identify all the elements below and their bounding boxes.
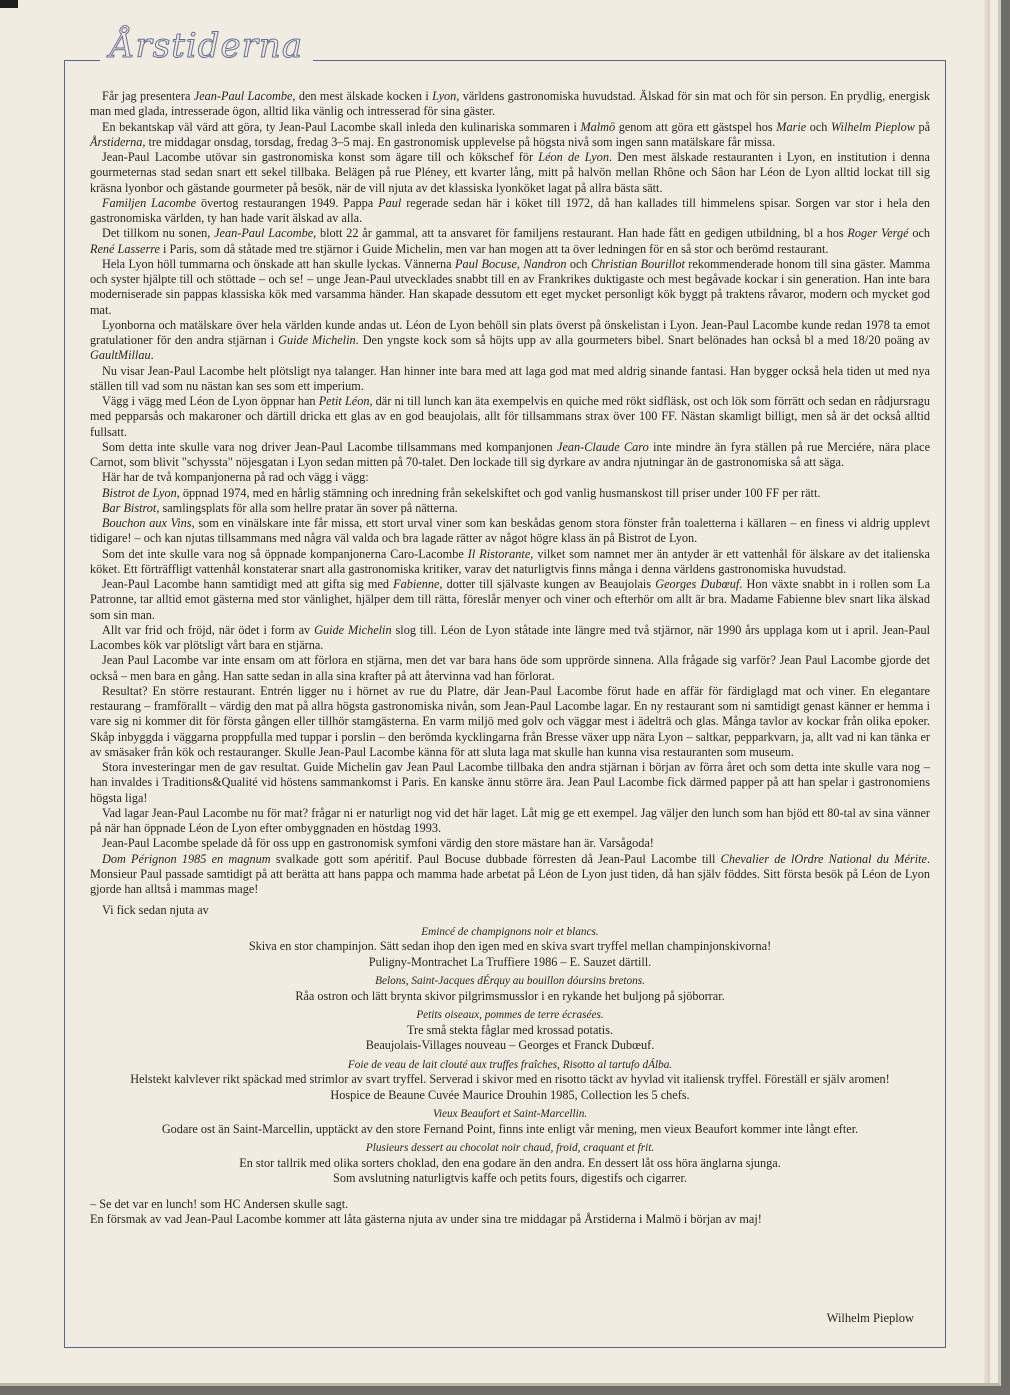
paragraph-text: , samlingsplats för alla som hellre pratar än sover på nätterna.: [156, 500, 458, 515]
closing-line-2: En försmak av vad Jean-Paul Lacombe kommer att låta gästerna njuta av under sina tre middagar på Årstiderna i Malmö i början av maj!: [90, 1211, 762, 1226]
paragraph-text: inte mindre än fyra ställen på rue Merciére, nära place Carnot, som blivit "schyssta" nöjesgatan i Lyon sedan mitten på 70-talet. Den lockade till sig dyrkare av andra njutningar än de gastronomiska så att säga.: [90, 439, 931, 469]
paragraph-text: i Paris, som då ståtade med tre stjärnor i Guide Michelin, men var han mogen att ta över ledningen för en så stor och berömd restaurant.: [159, 241, 829, 256]
article-paragraphs: [90, 89, 930, 897]
paragraph-emphasis: Paul: [378, 195, 402, 210]
paragraph-emphasis: Bistrot de Lyon: [102, 485, 177, 500]
paragraph-emphasis: Chevalier de lOrdre National du Mérite: [720, 851, 927, 866]
paragraph-text: ,: [516, 256, 524, 271]
paragraph-text: Vägg i vägg med Léon de Lyon öppnar han: [102, 394, 319, 408]
paragraph-text: Lyonborna och matälskare över hela världen kunde andas ut. Léon de Lyon behöll sin plats överst på önskelistan i Lyon. Jean-Paul Lacombe kunde redan 1978 ta emot gratulationer för den andra stjärnan i: [90, 317, 930, 347]
paragraph-text: och: [566, 256, 591, 271]
paragraph: [90, 470, 930, 485]
paragraph-text: . Den mest älskade restauranten i Lyon, en institution i denna gourmeternas stad sedan snart ett sekel tillbaka. Belägen på rue Pléney, ett kvarter lång, mitt på halvön mellan Rhône och Sâon har Léon de Lyon alltid lockat till sig kräsna lyonbor och gästande gourmeter på besök, när de vill njuta av det klassiska lyonköket lagat på allra bästa sätt.: [90, 150, 930, 195]
menu-dish-title: Foie de veau de lait clouté aux truffes fraîches, Risotto al tartufo dÁlba.: [347, 1058, 673, 1071]
paragraph-text: Hela Lyon höll tummarna och önskade att han skulle lyckas. Vännerna: [102, 256, 456, 271]
paragraph: [90, 836, 930, 851]
menu: [90, 925, 930, 1187]
paragraph: [90, 760, 930, 806]
paragraph-emphasis: Bar Bistrot: [102, 500, 157, 515]
paragraph-emphasis: Wilhelm Pieplow: [831, 119, 915, 134]
paragraph-text: , öppnad 1974, med en hårlig stämning och inredning från sekelskiftet och god vanlig husmanskost till priser under 100 FF per rätt.: [176, 485, 821, 500]
paragraph-text: . Monsieur Paul passade samtidigt på att berätta att hans pappa och mamma hade arbetat på Léon de Lyon just tiden, då han själv föddes. Sitt första besök på Léon de Lyon gjorde han alltså i mammas mage!: [90, 851, 930, 896]
menu-dish-description: Råa ostron och lätt brynta skivor pilgrimsmusslor i en rykande het buljong på sjöborrar.: [295, 988, 725, 1003]
menu-dish-title: Plusieurs dessert au chocolat noir chaud, froid, craquant et frit.: [365, 1142, 655, 1154]
paragraph-text: Stora investeringar men de gav resultat. Guide Michelin gav Jean Paul Lacombe tillbaka den andra stjärnan i början av förra året och som detta inte skulle vara nog – han invaldes i Traditions&Qualité vid höstens sammankomst i Paris. En kanske ännu större ära. Jean Paul Lacombe fick därmed papper på att han spelar i gastronomiens högsta liga!: [90, 760, 930, 805]
closing: [90, 1197, 930, 1228]
paragraph-emphasis: Jean-Paul Lacombe: [214, 226, 314, 241]
paragraph-emphasis: Petit Léon: [318, 394, 370, 408]
menu-intro: Vi fick sedan njuta av: [102, 903, 209, 918]
menu-dish-description: Beaujolais-Villages nouveau – Georges et Franck Dubœuf.: [365, 1038, 655, 1052]
menu-dish-description: En stor tallrik med olika sorters choklad, den ena godare än den andra. En dessert låt oss höra änglarna sjunga.: [239, 1155, 781, 1170]
paragraph-text: . Hon växte snabbt in i rollen som La Patronne, tar alltid emot gästerna med stor vänlighet, hjälper dem till rätta, föreslår menyer och viner och efterhör om allt är bra. Madame Fabienne blev snart lika älskad som sin man.: [90, 577, 931, 622]
menu-dish-description: Tre små stekta fåglar med krossad potatis.: [406, 1022, 614, 1037]
paragraph: [90, 150, 930, 196]
paragraph-text: Här har de två kompanjonerna på rad och vägg i vägg:: [102, 470, 369, 485]
paragraph-text: , världens gastronomiska huvudstad. Älskad för sin mat och för sin person. En prydlig, energisk man med glada, intresserade ögon, alltid lika vänlig och intresserad för sina gäster.: [90, 89, 931, 119]
paragraph: [90, 196, 930, 227]
paragraph-emphasis: Léon de Lyon: [538, 150, 609, 164]
paragraph-emphasis: Marie: [776, 119, 807, 134]
paragraph-text: , som en vinälskare inte får missa, ett stort urval viner som kan beskådas genom stora fönster från toaletterna i källaren – en finess vi aldrig upplevt tidigare! – och kan njutas tillsammans med några väl valda och bra lagade rätter av något högre klass än på Bistrot de Lyon.: [90, 516, 930, 546]
paragraph-text: övertog restaurangen 1949. Pappa: [196, 195, 379, 210]
paragraph-text: Det tillkom nu sonen,: [102, 226, 215, 241]
paragraph-text: Nu visar Jean-Paul Lacombe helt plötsligt nya talanger. Han hinner inte bara med att laga god mat med aldrig sinande fantasi. Han bygger också hela tiden ut med nya ställen till vad som nu nästan kan ses som ett imperium.: [90, 363, 930, 393]
paragraph: [90, 577, 930, 623]
paragraph-text: på: [914, 119, 931, 134]
paragraph-text: , blott 22 år gammal, att ta ansvaret för familjens restaurant. Han hade fått en gedigen utbildning, bl a hos: [313, 226, 848, 241]
paragraph-text: rekommenderade honom till sina gäster. Mamma och syster hjälpte till och stöttade – och se! – unge Jean-Paul utvecklades snabbt till en av Frankrikes duktigaste och mest begåvade kockar i sin generation. Han inte bara moderniserade sin pappas klassiska kök med varsamma händer. Han skapade dessutom ett eget mycket personligt kök byggt på traktens råvaror, modern och mycket god mat.: [90, 256, 931, 317]
closing-line-1: – Se det var en lunch! som HC Andersen skulle sagt.: [90, 1196, 349, 1211]
paragraph-emphasis: René Lasserre: [90, 241, 160, 256]
paragraph-emphasis: Lyon: [432, 89, 457, 103]
paragraph: [90, 806, 930, 837]
paragraph-emphasis: Årstiderna: [90, 134, 143, 149]
menu-dish-description: Som avslutning naturligtvis kaffe och petits fours, digestifs och cigarrer.: [333, 1171, 687, 1185]
paragraph-emphasis: Guide Michelin: [278, 333, 356, 347]
paragraph-emphasis: Bouchon aux Vins: [102, 516, 192, 530]
paragraph-text: regerade sedan här i köket till 1972, då han kallades till himmelens spisar. Sorgen var stor i hela den gastronomiska världen, ty han hade varit älskad av alla.: [90, 195, 931, 225]
paragraph-text: Som detta inte skulle vara nog driver Jean-Paul Lacombe tillsammans med kompanjonen: [102, 439, 558, 454]
paragraph: [90, 684, 930, 760]
page-title: Årstiderna: [100, 26, 313, 66]
paragraph-emphasis: Il Ristorante: [467, 546, 531, 561]
menu-dish-title: Emincé de champignons noir et blancs.: [421, 925, 599, 938]
paragraph: [90, 486, 930, 501]
paragraph: [90, 547, 930, 578]
menu-dish-title: Vieux Beaufort et Saint-Marcellin.: [432, 1108, 588, 1120]
paragraph: [90, 120, 930, 151]
paragraph: [90, 516, 930, 547]
paragraph-text: Jean Paul Lacombe var inte ensam om att förlora en stjärna, men det var bara hans öde som upprörde sinnena. Alla frågade sig varför? Jean Paul Lacombe gjorde det också – men bara en gång. Han satte sedan in alla sina krafter på att återvinna vad han förlorat.: [90, 653, 930, 683]
menu-dish-description: Godare ost än Saint-Marcellin, upptäckt av den store Fernand Point, finns inte enligt vår mening, men vieux Beaufort kommer inte långt efter.: [161, 1121, 859, 1136]
paragraph-text: Jean-Paul Lacombe utövar sin gastronomiska konst som ägare till och kökschef för: [102, 150, 539, 164]
paragraph-emphasis: Familjen Lacombe: [102, 195, 197, 210]
paragraph-text: .: [150, 348, 154, 363]
paragraph-emphasis: Dom Pérignon 1985 en magnum: [102, 851, 271, 866]
paragraph: [90, 852, 930, 898]
paragraph: [90, 501, 930, 516]
sheet-edge: [984, 0, 990, 1383]
paragraph-text: svalkade gott som apéritif. Paul Bocuse dubbade förresten då Jean-Paul Lacombe till: [270, 851, 721, 866]
menu-dish-description: Puligny-Montrachet La Truffiere 1986 – E. Sauzet därtill.: [368, 954, 652, 969]
paragraph: [90, 318, 930, 364]
paragraph-emphasis: Jean-Paul Lacombe: [193, 89, 293, 103]
paragraph-text: , den mest älskade kocken i: [292, 89, 433, 103]
menu-dish-description: Hospice de Beaune Cuvée Maurice Drouhin 1985, Collection les 5 chefs.: [330, 1087, 690, 1102]
menu-dish-title: Belons, Saint-Jacques dÉrquy au bouillon dóursins bretons.: [375, 975, 645, 987]
paragraph-text: Resultat? En större restaurant. Entrén ligger nu i hörnet av rue du Platre, där Jean-Paul Lacombe förut hade en affär för färdiglagd mat och viner. En elegantare restaurang – framförallt – värdig den mat på allra högsta gastronomiska nivån, som Jean-Paul Lacombe lagar. En ny restaurant som ni samtidigt genast känner er hemma i vare sig ni kommer dit för första gången eller tillhör stamgästerna. En varm miljö med golv och väggar mest i ädelträ och glas. Många tavlor av kockar från olika epoker. Skåp inbyggda i väggarna proppfulla med tuppar i porslin – den berömda kycklingarna från Bresse växer upp nära Lyon – saltkar, pepparkvarn, ja, allt vad ni kan tänka er av smäsaker från kök och restauranger. Skulle Jean-Paul Lacombe känna för att sluta laga mat skulle han kunna visa restauranten som museum.: [90, 683, 930, 759]
menu-dish-title: Petits oiseaux, pommes de terre écrasées.: [416, 1009, 604, 1021]
paragraph-text: , vilket som namnet mer än antyder är ett vattenhål för älskare av det italienska köket. Ett förträffligt vattenhål konstaterar snart alla gastronomiska kritiker, varav det naturligtvis finns många i denna världens gastronomiska huvudstad.: [90, 546, 930, 576]
paragraph: [90, 623, 930, 654]
paragraph-text: Jean-Paul Lacombe hann samtidigt med att gifta sig med: [102, 577, 394, 591]
paragraph-text: Vad lagar Jean-Paul Lacombe nu för mat? frågar ni er naturligt nog vid det här laget. Låt mig ge ett exempel. Jag väljer den lunch som han bjöd ett 80-tal av sina vänner på när han öppnade Léon de Lyon efter ombyggnaden en höstdag 1993.: [90, 805, 930, 835]
paragraph-text: och: [908, 226, 931, 241]
paragraph-emphasis: Malmö: [580, 119, 616, 134]
scan-corner-mark: [0, 0, 18, 8]
paragraph-emphasis: Guide Michelin: [314, 622, 392, 637]
paragraph-text: . Den yngste kock som så höjts upp av alla gourmeters bibel. Snart belönades han också bl a med 18/20 poäng av: [355, 333, 930, 347]
menu-dish-description: Helstekt kalvlever rikt späckad med strimlor av svart tryffel. Serverad i skivor med en risotto täckt av hyvlad vit italiensk tryffel. Föreställ er själv aromen!: [130, 1072, 890, 1086]
article-body: [90, 89, 930, 1227]
paragraph: [90, 257, 930, 318]
paragraph: [90, 226, 930, 257]
paragraph-emphasis: Nandron: [523, 256, 567, 271]
paragraph-text: En bekantskap väl värd att göra, ty Jean-Paul Lacombe skall inleda den kulinariska sommaren i: [102, 119, 581, 134]
paragraph-text: , tre middagar onsdag, torsdag, fredag 3–5 maj. En gastronomisk upplevelse på högsta nivå som ingen sann matälskare får missa.: [142, 134, 776, 149]
paragraph: [90, 394, 930, 440]
paragraph-text: , dotter till självaste kungen av Beaujolais: [439, 577, 656, 591]
paragraph-text: och: [806, 119, 832, 134]
paragraph-emphasis: Georges Dubœuf: [655, 577, 740, 591]
paragraph-text: genom att göra ett gästspel hos: [615, 119, 777, 134]
paragraph-text: , där ni till lunch kan äta exempelvis en quiche med rökt sidfläsk, ost och lök som förrätt och sedan en rådjursragu med pepparsås och makaroner och därtill dricka ett glas av en god beaujolais, allt för tillsammans strax över 100 FF. Nästan skamligt billigt, men så är det också alltid fullsatt.: [90, 394, 930, 439]
paragraph-emphasis: GaultMillau: [90, 348, 151, 363]
paragraph: [90, 653, 930, 684]
paragraph: [90, 440, 930, 471]
paragraph-emphasis: Paul Bocuse: [455, 256, 517, 271]
paragraph-emphasis: Christian Bourillot: [590, 256, 685, 271]
paragraph: [90, 364, 930, 395]
paragraph-text: Allt var frid och fröjd, när ödet i form av: [102, 622, 315, 637]
paragraph-text: Jean-Paul Lacombe spelade då för oss upp en gastronomisk symfoni värdig den store mästare han är. Varsågoda!: [102, 836, 654, 851]
menu-dish-description: Skiva en stor champinjon. Sätt sedan ihop den igen med en skiva svart tryffel mellan champinjonskivorna!: [248, 939, 772, 953]
paragraph-emphasis: Jean-Claude Caro: [557, 439, 649, 454]
paragraph-text: Får jag presentera: [102, 89, 194, 103]
paragraph: [90, 89, 930, 120]
paragraph-text: slog till. Léon de Lyon ståtade inte längre med två stjärnor, när 1990 års upplaga kom ut i april. Jean-Paul Lacombes kök var plötsligt vårt bara en stjärna.: [90, 622, 930, 652]
signature: Wilhelm Pieplow: [826, 1311, 914, 1325]
paragraph-emphasis: Fabienne: [393, 577, 440, 591]
paragraph-emphasis: Roger Vergé: [847, 226, 909, 241]
paragraph-text: Som det inte skulle vara nog så öppnade kompanjonerna Caro-Lacombe: [102, 546, 468, 561]
